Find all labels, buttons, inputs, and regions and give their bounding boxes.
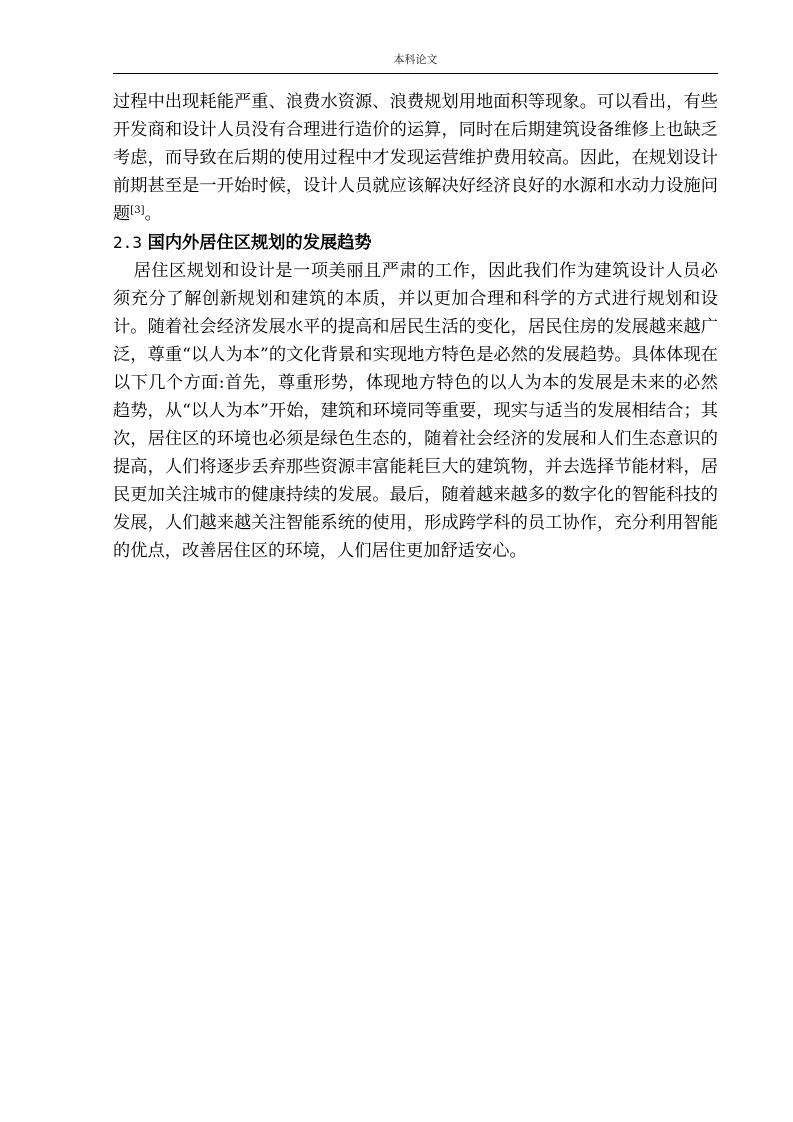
section-title: 国内外居住区规划的发展趋势 xyxy=(147,233,372,253)
paragraph-1 xyxy=(113,88,718,228)
body-content xyxy=(113,88,718,565)
paragraph-2: 居住区规划和设计是一项美丽且严肃的工作，因此我们作为建筑设计人员必须充分了解创新规划和建筑的本质，并以更加合理和科学的方式进行规划和设计。随着社会经济发展水平的提高和居民生活的变化，居民住房的发展越来越广泛，尊重“以人为本”的文化背景和实现地方特色是必然的发展趋势。具体体现在以下几个方面:首先，尊重形势，体现地方特色的以人为本的发展是未来的必然趋势，从“以人为本”开始，建筑和环境同等重要，现实与适当的发展相结合；其次，居住区的环境也必须是绿色生态的，随着社会经济的发展和人们生态意识的提高，人们将逐步丢弃那些资源丰富能耗巨大的建筑物，并去选择节能材料，居民更加关注城市的健康持续的发展。最后，随着越来越多的数字化的智能科技的发展，人们越来越关注智能系统的使用，形成跨学科的员工协作，充分利用智能的优点，改善居住区的环境，人们居住更加舒适安心。 xyxy=(113,261,718,561)
section-heading xyxy=(113,229,718,257)
paragraph-1-ending: 。 xyxy=(144,204,162,224)
paragraph-1-text: 过程中出现耗能严重、浪费水资源、浪费规划用地面积等现象。可以看出，有些开发商和设计人员没有合理进行造价的运算，同时在后期建筑设备维修上也缺乏考虑，而导致在后期的使用过程中才发现运营维护费用较高。因此，在规划设计前期甚至是一开始时候，设计人员就应该解决好经济良好的水源和水动力设施问题 xyxy=(113,92,718,224)
citation-reference[interactable]: [3] xyxy=(130,205,145,216)
section-number: 2.3 xyxy=(113,233,143,252)
running-header: 本科论文 xyxy=(393,53,438,66)
header-divider xyxy=(113,73,718,74)
